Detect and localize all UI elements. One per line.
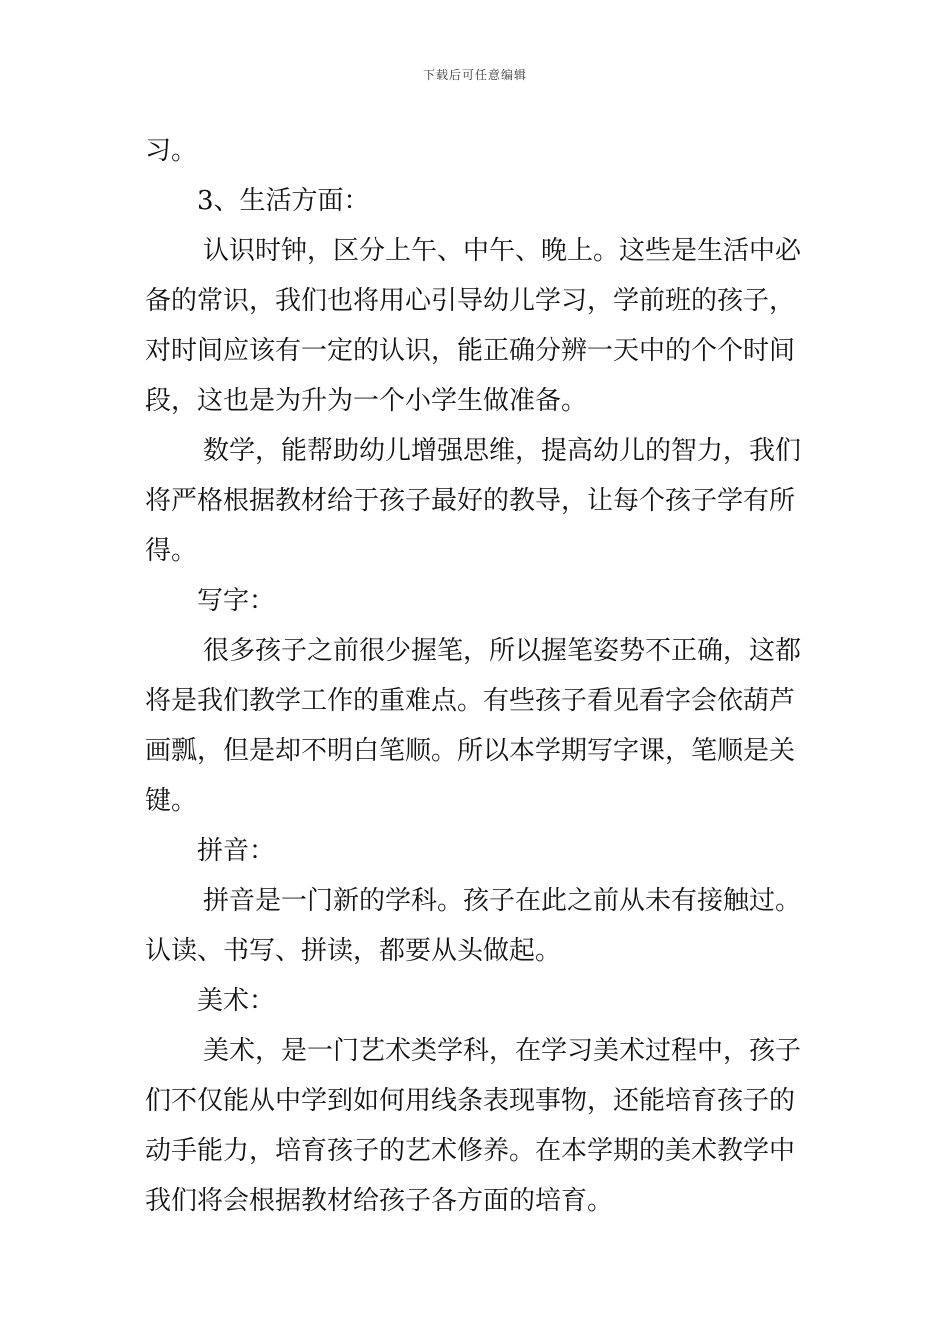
text-line: 们不仅能从中学到如何用线条表现事物，还能培育孩子的 xyxy=(145,1086,796,1116)
text-line: 习。 xyxy=(145,136,198,166)
section-heading-art: 美术： xyxy=(197,986,276,1016)
document-body xyxy=(145,126,810,1226)
text-line: 得。 xyxy=(145,536,198,566)
text-line: 认读、书写、拼读，都要从头做起。 xyxy=(145,936,562,966)
text-line: 将严格根据教材给于孩子最好的教导，让每个孩子学有所 xyxy=(145,486,796,516)
page-header-note: 下载后可任意编辑 xyxy=(422,68,527,82)
text-line: 对时间应该有一定的认识，能正确分辨一天中的个个时间 xyxy=(145,336,796,366)
text-line: 很多孩子之前很少握笔，所以握笔姿势不正确，这都 xyxy=(203,636,802,666)
text-line: 备的常识，我们也将用心引导幼儿学习，学前班的孩子， xyxy=(145,286,796,316)
text-line: 美术，是一门艺术类学科，在学习美术过程中，孩子 xyxy=(203,1036,802,1066)
text-line: 我们将会根据教材给孩子各方面的培育。 xyxy=(145,1186,614,1216)
text-line: 键。 xyxy=(145,786,198,816)
section-heading-pinyin: 拼音： xyxy=(197,836,276,866)
text-line: 数学，能帮助幼儿增强思维，提高幼儿的智力，我们 xyxy=(203,436,802,466)
section-heading-writing: 写字： xyxy=(197,586,276,616)
text-line: 拼音是一门新的学科。孩子在此之前从未有接触过。 xyxy=(203,886,802,916)
text-line: 动手能力，培育孩子的艺术修养。在本学期的美术教学中 xyxy=(145,1136,796,1166)
text-line: 将是我们教学工作的重难点。有些孩子看见看字会依葫芦 xyxy=(145,686,796,716)
text-line: 认识时钟，区分上午、中午、晚上。这些是生活中必 xyxy=(203,236,802,266)
text-line: 画瓢，但是却不明白笔顺。所以本学期写字课，笔顺是关 xyxy=(145,736,796,766)
text-line: 段，这也是为升为一个小学生做准备。 xyxy=(145,386,588,416)
section-heading-life: 3、生活方面： xyxy=(197,186,370,216)
